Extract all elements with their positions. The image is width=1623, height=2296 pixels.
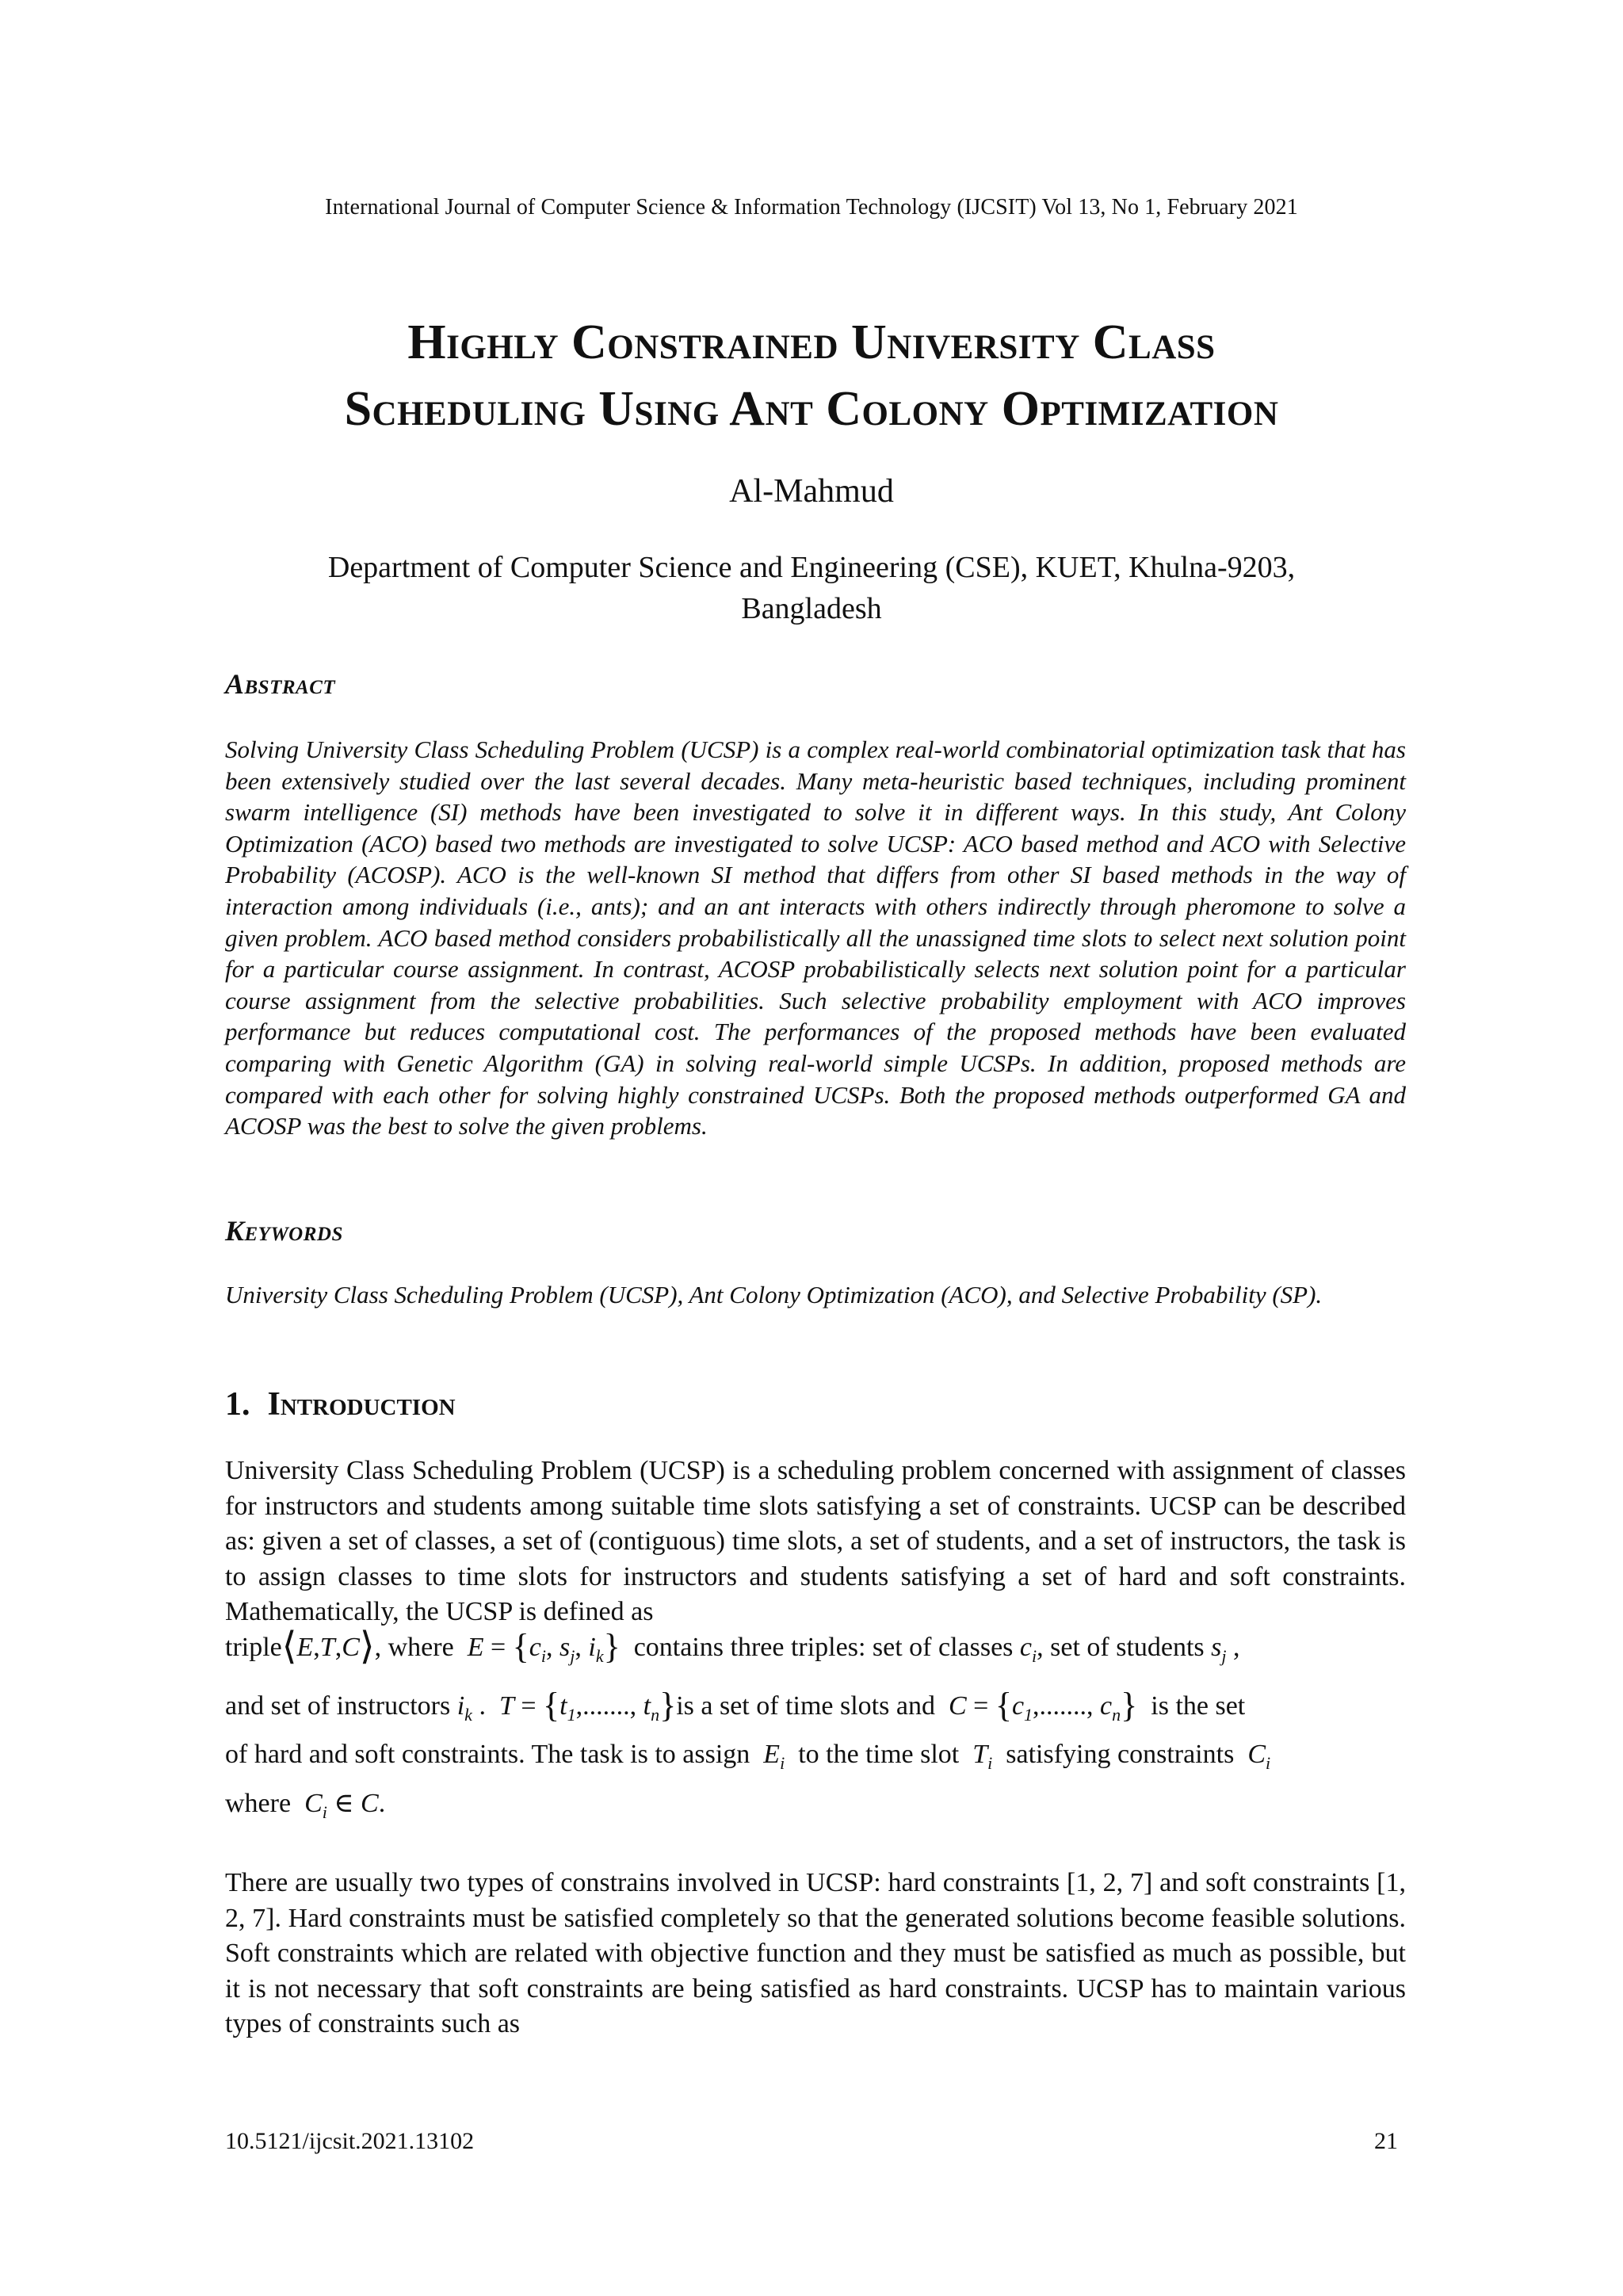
set-e-formula: $E = \{c_i$, $s_j$, $i_k$}: [467, 1627, 621, 1666]
math-line-1: triple⟨E,T,C⟩, where $E = \{c_i$, $s_j$, $i_k$} contains three triples: set of classes $c_i$, set of students $s_j$ ,: [225, 1626, 1240, 1668]
triple-formula: ⟨E,T,C⟩: [281, 1626, 375, 1668]
section-title: Introduction: [267, 1386, 456, 1423]
set-c-formula: $C = \{c_1$,......., $c_n$}: [948, 1686, 1138, 1725]
author-name: Al-Mahmud: [729, 473, 894, 510]
math-line-3: of hard and soft constraints. The task is to assign $E_i$ to the time slot $T_i$ satisfying constraints $C_i$: [225, 1740, 1271, 1773]
author-affiliation: [238, 547, 1385, 629]
abstract-text: Solving University Class Scheduling Problem (UCSP) is a complex real-world combinatorial optimization task that has been extensively studied over the last several decades. Many meta-heuristic based techniques, including prominent swarm intelligence (SI) methods have been investigated to solve it in different ways. In this study, Ant Colony Optimization (ACO) based two methods are investigated to solve UCSP: ACO based method and ACO with Selective Probability (ACOSP). ACO is the well-known SI method that differs from other SI based methods in the way of interaction among individuals (i.e., ants); and an ant interacts with others indirectly through pheromone to solve a given problem. ACO based method considers probabilistically all the unassigned time slots to select next solution point for a particular course assignment. In contrast, ACOSP probabilistically selects next solution point for a particular course assignment from the selective probabilities. Such selective probability employment with ACO improves performance but reduces computational cost. The performances of the proposed methods have been evaluated comparing with Genetic Algorithm (GA) in solving real-world simple UCSPs. In addition, proposed methods are compared with each other for solving highly constrained UCSPs. Both the proposed methods outperformed GA and ACOSP was the best to solve the given problems.: [225, 735, 1406, 1140]
page-number: 21: [1374, 2128, 1398, 2154]
math-line-2: and set of instructors $i_k$ . $T = \{t_1$,......., $t_n\}is$ a set of time slots and $C = \{c_1$,......., $c_n$} is the set: [225, 1686, 1246, 1725]
abstract-heading: Abstract: [225, 668, 336, 700]
intro-paragraph-1: University Class Scheduling Problem (UCSP) is a scheduling problem concerned with assignment of classes for instructors and students among suitable time slots satisfying a set of constraints. UCSP can be described as: given a set of classes, a set of (contiguous) time slots, a set of students, and a set of instructors, the task is to assign classes to time slots for instructors and students satisfying a set of hard and soft constraints. Mathematically, the UCSP is defined as: [225, 1456, 1406, 1626]
intro-paragraph-2: There are usually two types of constrains involved in UCSP: hard constraints [1, 2, 7] and soft constraints [1, 2, 7]. Hard constraints must be satisfied completely so that the generated solutions become feasible solutions. Soft constraints which are related with objective function and they must be satisfied as much as possible, but it is not necessary that soft constraints are being satisfied as hard constraints. UCSP has to maintain various types of constraints such as: [225, 1868, 1406, 2038]
keywords-text: University Class Scheduling Problem (UCSP), Ant Colony Optimization (ACO), and Selective Probability (SP).: [225, 1281, 1323, 1308]
title-line-2: Scheduling Using Ant Colony Optimization: [344, 382, 1279, 436]
title-line-1: Highly Constrained University Class: [407, 315, 1216, 369]
paper-title: [0, 309, 1623, 442]
affiliation-line-1: Department of Computer Science and Engineering (CSE), KUET, Khulna-9203,: [327, 551, 1296, 584]
affiliation-line-2: Bangladesh: [741, 592, 882, 625]
section-number: 1.: [225, 1386, 250, 1423]
math-line-4: where $C_i$ ∈ C.: [225, 1789, 386, 1822]
set-t-formula: $T = \{t_1$,......., $t_n$}: [498, 1686, 677, 1725]
doi-footer: 10.5121/ijcsit.2021.13102: [225, 2128, 475, 2154]
running-header: International Journal of Computer Science & Information Technology (IJCSIT) Vol 13, No 1, February 2021: [325, 195, 1298, 220]
keywords-heading: Keywords: [225, 1215, 343, 1247]
introduction-heading: [225, 1385, 456, 1423]
